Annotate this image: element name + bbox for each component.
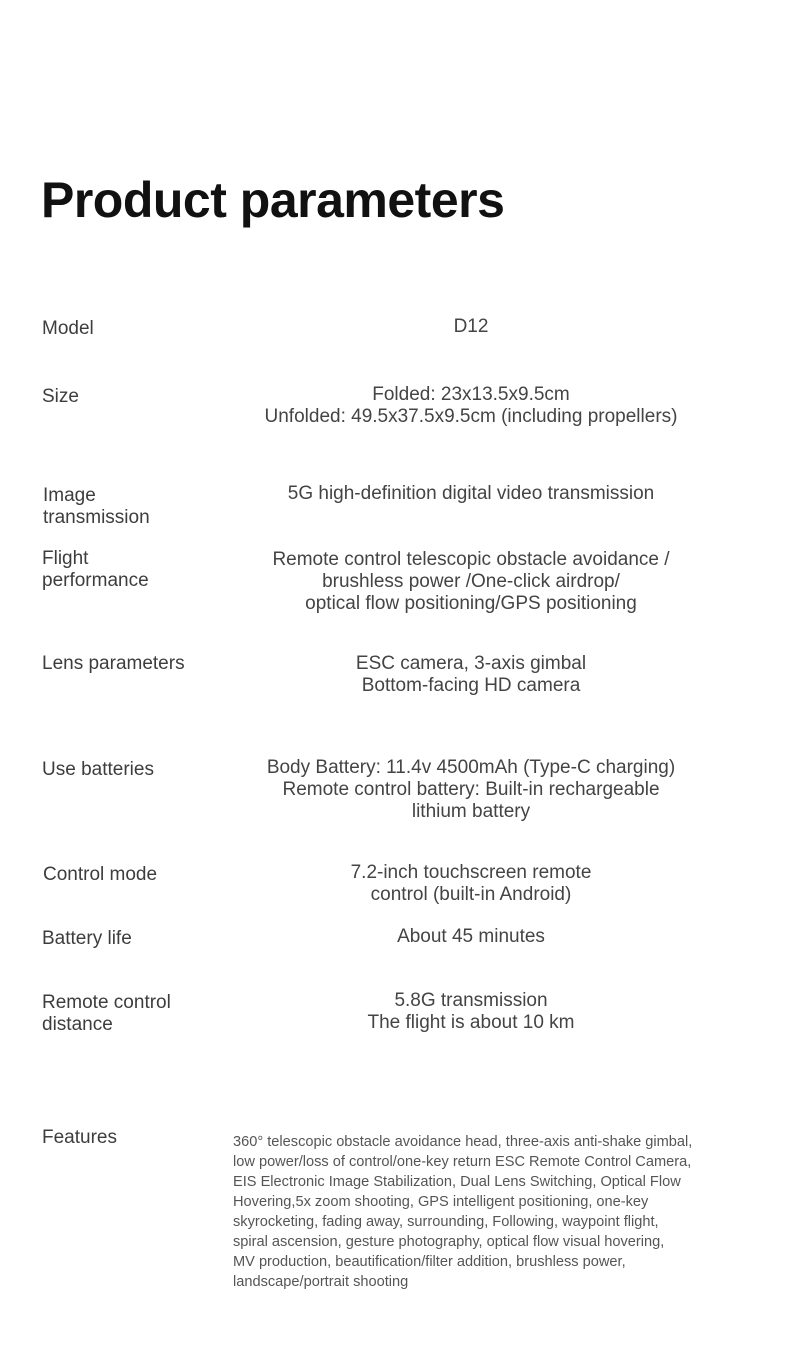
param-value-lens-parameters: ESC camera, 3-axis gimbal Bottom-facing HD camera [355,653,587,696]
param-value-features: 360° telescopic obstacle avoidance head, three-axis anti-shake gimbal, low power/loss of control/one-key return ESC Remote Control Camera, EIS Electronic Image Stabilization, Dual Lens Switching, Optical Flow Hovering,5x zoom shooting, GPS intelligent positioning, one-key skyrocketing, fading away, surrounding, Following, waypoint flight, spiral ascension, gesture photography, optical flow visual hovering, MV production, beautification/filter addition, brushless power, landscape/portrait shooting [233,1134,693,1290]
param-label-size: Size [42,386,79,407]
param-label-model: Model [42,318,94,339]
page-title: Product parameters [41,172,505,228]
param-label-remote-control-distance: Remote control distance [42,992,171,1035]
param-label-image-transmission: Image transmission [43,485,150,528]
param-value-image-transmission: 5G high-definition digital video transmission [287,483,655,504]
param-label-battery-life: Battery life [42,928,132,949]
param-label-flight-performance: Flight performance [42,548,149,591]
param-label-use-batteries: Use batteries [42,759,154,780]
param-value-control-mode: 7.2-inch touchscreen remote control (built-in Android) [350,862,592,905]
param-value-size: Folded: 23x13.5x9.5cm Unfolded: 49.5x37.5x9.5cm (including propellers) [264,384,678,427]
param-label-control-mode: Control mode [43,864,158,885]
param-value-battery-life: About 45 minutes [397,926,545,947]
param-value-model: D12 [453,316,489,337]
param-value-flight-performance: Remote control telescopic obstacle avoidance / brushless power /One-click airdrop/ optical flow positioning/GPS positioning [272,549,670,614]
param-value-use-batteries: Body Battery: 11.4v 4500mAh (Type-C charging) Remote control battery: Built-in rechargeable lithium battery [266,757,676,822]
param-label-lens-parameters: Lens parameters [42,653,185,674]
param-value-remote-control-distance: 5.8G transmission The flight is about 10 km [367,990,575,1033]
param-label-features: Features [42,1127,117,1148]
